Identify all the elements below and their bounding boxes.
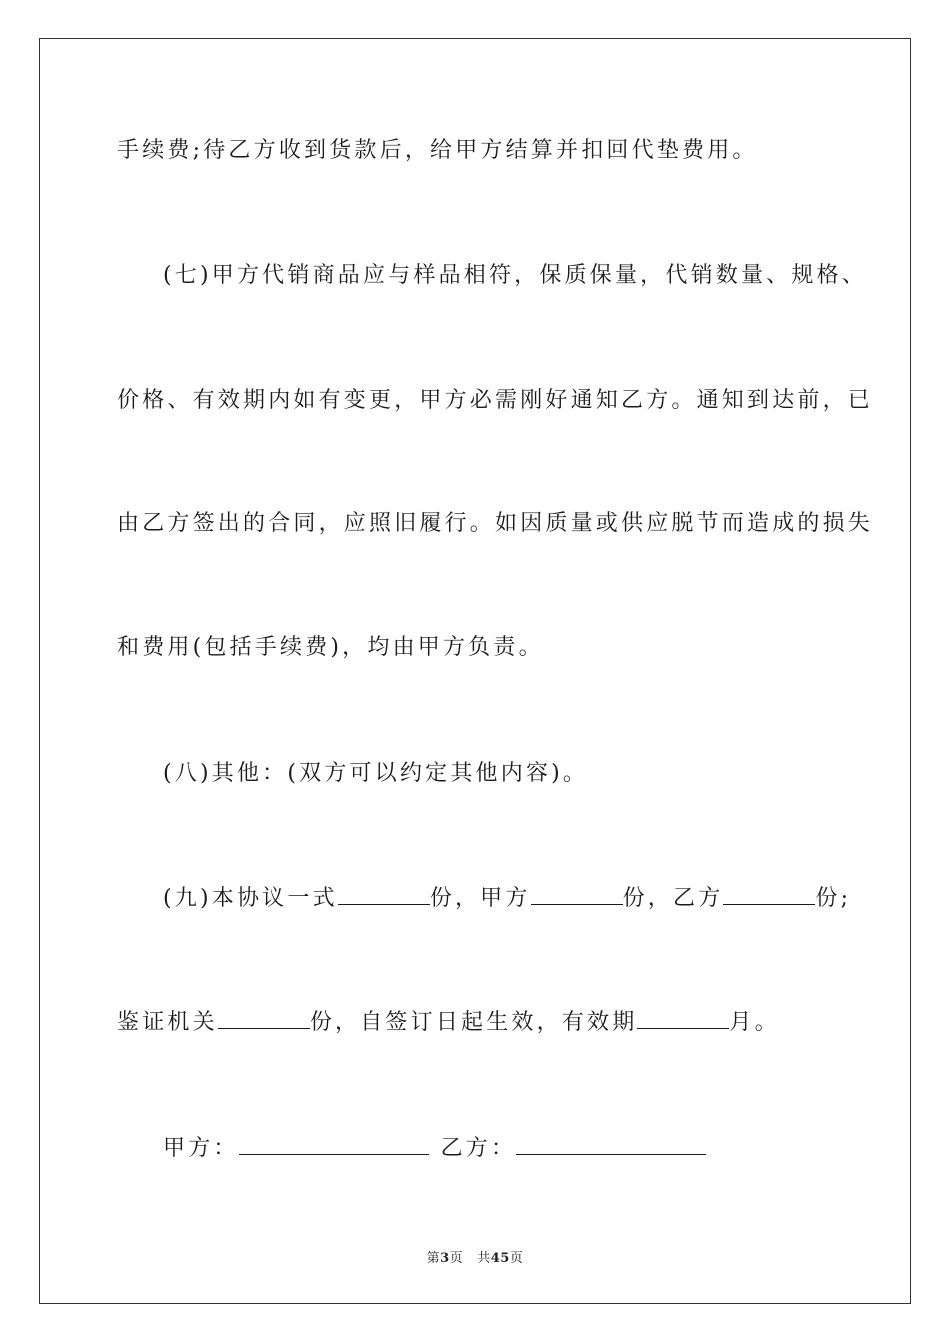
clause-9-text-e: 鉴证机关 <box>117 1010 218 1035</box>
clause-9-text-c: 份，乙方 <box>622 886 724 911</box>
clause-7-line-4: 和费用(包括手续费)，均由甲方负责。 <box>117 635 544 660</box>
clause-8-line: (八)其他：(双方可以约定其他内容)。 <box>163 761 589 786</box>
copies-party-b-blank[interactable] <box>723 884 815 905</box>
page-suffix: 页 <box>449 1251 464 1266</box>
signature-line <box>163 1134 706 1163</box>
copies-total-blank[interactable] <box>338 884 430 905</box>
clause-9-line-1 <box>163 884 851 913</box>
party-b-label: 乙方： <box>440 1136 517 1161</box>
clause-9-line-2 <box>117 1008 780 1037</box>
clause-9-text-g: 月。 <box>729 1010 780 1035</box>
clause-9-text-a: (九)本协议一式 <box>163 886 338 911</box>
party-a-label: 甲方： <box>163 1136 239 1161</box>
total-prefix: 共 <box>477 1251 491 1266</box>
page-border <box>39 38 911 1304</box>
paragraph-line-1: 手续费;待乙方收到货款后，给甲方结算并扣回代垫费用。 <box>117 138 758 163</box>
copies-notary-blank[interactable] <box>218 1008 310 1029</box>
clause-9-text-d: 份; <box>815 886 852 911</box>
total-pages: 45 <box>490 1251 510 1266</box>
copies-party-a-blank[interactable] <box>531 884 623 905</box>
total-suffix: 页 <box>509 1251 524 1266</box>
clause-7-line-2: 价格、有效期内如有变更，甲方必需刚好通知乙方。通知到达前，已 <box>117 388 874 413</box>
page-footer <box>0 1247 950 1266</box>
clause-9-text-b: 份，甲方 <box>429 886 531 911</box>
clause-7-line-3: 由乙方签出的合同，应照旧履行。如因质量或供应脱节而造成的损失 <box>117 511 874 536</box>
clause-7-line-1: (七)甲方代销商品应与样品相符，保质保量，代销数量、规格、 <box>163 263 867 288</box>
validity-months-blank[interactable] <box>637 1008 729 1029</box>
page-number: 3 <box>440 1251 450 1266</box>
clause-9-text-f: 份，自签订日起生效，有效期 <box>309 1010 638 1035</box>
party-b-signature-blank[interactable] <box>516 1134 706 1155</box>
page-prefix: 第 <box>426 1251 441 1266</box>
party-a-signature-blank[interactable] <box>239 1134 429 1155</box>
